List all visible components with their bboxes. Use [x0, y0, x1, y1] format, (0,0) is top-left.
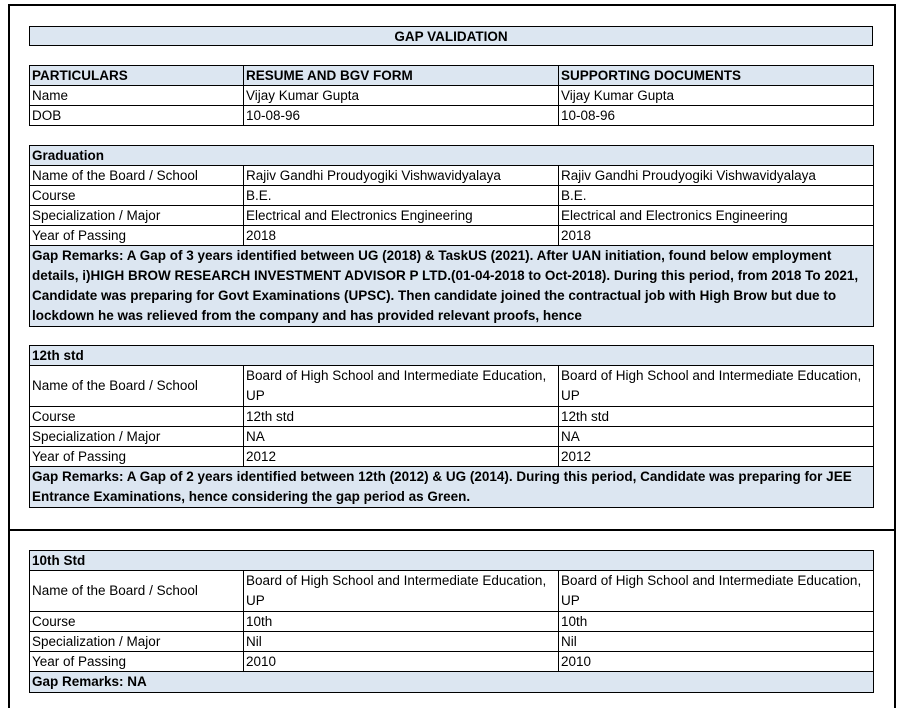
year-resume: 2018: [244, 226, 559, 246]
board-resume: Board of High School and Intermediate Education, UP: [244, 571, 559, 612]
remarks-row: [30, 246, 874, 327]
twelfth-section-title: 12th std: [30, 346, 874, 366]
board-label: Name of the Board / School: [30, 571, 244, 612]
twelfth-table: [29, 345, 874, 508]
remarks-row: [30, 672, 874, 693]
dob-label: DOB: [30, 106, 244, 126]
spec-label: Specialization / Major: [30, 206, 244, 226]
course-resume: 10th: [244, 612, 559, 632]
name-label: Name: [30, 86, 244, 106]
board-docs: Rajiv Gandhi Proudyogiki Vishwavidyalaya: [559, 166, 874, 186]
spec-docs: Nil: [559, 632, 874, 652]
tenth-table: [29, 550, 874, 693]
course-docs: B.E.: [559, 186, 874, 206]
board-resume: Board of High School and Intermediate Education, UP: [244, 366, 559, 407]
tenth-gap-remarks: Gap Remarks: NA: [30, 672, 874, 693]
table-row: [30, 206, 874, 226]
board-docs: Board of High School and Intermediate Education, UP: [559, 571, 874, 612]
table-row: [30, 366, 874, 407]
course-label: Course: [30, 186, 244, 206]
table-row: [30, 166, 874, 186]
year-docs: 2018: [559, 226, 874, 246]
particulars-header: PARTICULARS: [30, 66, 244, 86]
resume-header: RESUME AND BGV FORM: [244, 66, 559, 86]
board-label: Name of the Board / School: [30, 166, 244, 186]
section-row: [30, 551, 874, 571]
table-row: [30, 86, 874, 106]
twelfth-block: [29, 345, 873, 508]
remarks-row: [30, 467, 874, 508]
course-label: Course: [30, 612, 244, 632]
board-docs: Board of High School and Intermediate Education, UP: [559, 366, 874, 407]
supporting-header: SUPPORTING DOCUMENTS: [559, 66, 874, 86]
course-resume: B.E.: [244, 186, 559, 206]
year-resume: 2010: [244, 652, 559, 672]
name-docs: Vijay Kumar Gupta: [559, 86, 874, 106]
course-resume: 12th std: [244, 407, 559, 427]
year-label: Year of Passing: [30, 447, 244, 467]
table-row: [30, 571, 874, 612]
tenth-block: [29, 550, 873, 693]
tenth-section-title: 10th Std: [30, 551, 874, 571]
table-row: [30, 427, 874, 447]
spec-resume: Electrical and Electronics Engineering: [244, 206, 559, 226]
table-row: [30, 652, 874, 672]
spec-docs: Electrical and Electronics Engineering: [559, 206, 874, 226]
dob-resume: 10-08-96: [244, 106, 559, 126]
graduation-table: [29, 145, 874, 327]
table-row: [30, 226, 874, 246]
table-row: [30, 612, 874, 632]
name-resume: Vijay Kumar Gupta: [244, 86, 559, 106]
table-row: [30, 447, 874, 467]
spec-docs: NA: [559, 427, 874, 447]
course-label: Course: [30, 407, 244, 427]
table-row: [30, 407, 874, 427]
graduation-gap-remarks: Gap Remarks: A Gap of 3 years identified between UG (2018) & TaskUS (2021). After UAN initiation, found below employment details, i)HIGH BROW RESEARCH INVESTMENT ADVISOR P LTD.(01-04-2018 to Oct-2018). During this period, from 2018 To 2021, Candidate was preparing for Govt Examinations (UPSC). Then candidate joined the contractual job with High Brow but due to lockdown he was relieved from the company and has provided relevant proofs, hence: [30, 246, 874, 327]
board-label: Name of the Board / School: [30, 366, 244, 407]
spec-resume: Nil: [244, 632, 559, 652]
spec-label: Specialization / Major: [30, 632, 244, 652]
table-row: [30, 632, 874, 652]
personal-details-block: [29, 65, 873, 126]
course-docs: 12th std: [559, 407, 874, 427]
year-docs: 2012: [559, 447, 874, 467]
gap-validation-title: GAP VALIDATION: [29, 26, 873, 46]
section-row: [30, 346, 874, 366]
table-row: [30, 186, 874, 206]
year-label: Year of Passing: [30, 226, 244, 246]
spec-resume: NA: [244, 427, 559, 447]
course-docs: 10th: [559, 612, 874, 632]
section-row: [30, 146, 874, 166]
header-row: [30, 66, 874, 86]
twelfth-gap-remarks: Gap Remarks: A Gap of 2 years identified between 12th (2012) & UG (2014). During this period, Candidate was preparing for JEE Entrance Examinations, hence considering the gap period as Green.: [30, 467, 874, 508]
year-resume: 2012: [244, 447, 559, 467]
dob-docs: 10-08-96: [559, 106, 874, 126]
graduation-block: [29, 145, 873, 327]
personal-details-table: [29, 65, 874, 126]
year-docs: 2010: [559, 652, 874, 672]
graduation-section-title: Graduation: [30, 146, 874, 166]
board-resume: Rajiv Gandhi Proudyogiki Vishwavidyalaya: [244, 166, 559, 186]
year-label: Year of Passing: [30, 652, 244, 672]
table-row: [30, 106, 874, 126]
spec-label: Specialization / Major: [30, 427, 244, 447]
